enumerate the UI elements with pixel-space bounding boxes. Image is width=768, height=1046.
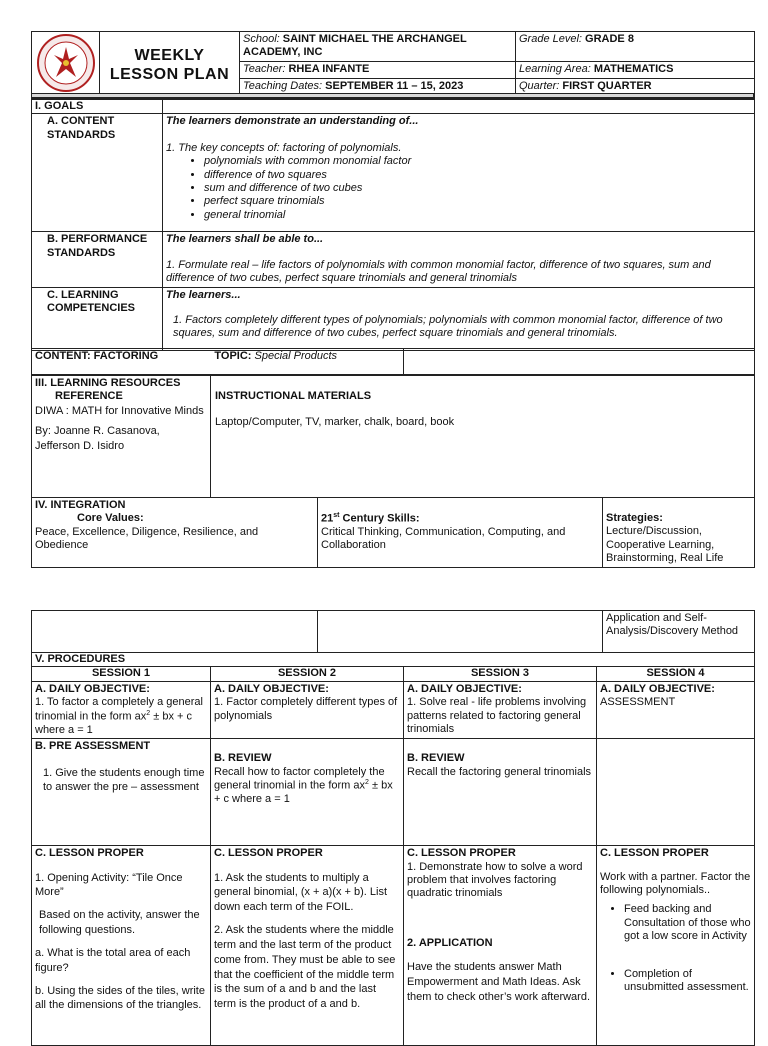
performance-standards-cell [163,232,755,287]
teacher-value: RHEA INFANTE [288,62,370,75]
reference-label: REFERENCE [55,390,123,403]
list-item: • sum and difference of two cubes [204,182,751,195]
core-values-label: Core Values: [77,512,144,525]
strategies-text: Lecture/Discussion, Cooperative Learning, Brainstorming, Real Life [606,525,724,565]
grade-cell [516,32,755,62]
grade-label: Grade Level: [519,33,586,45]
topic-label: TOPIC: [214,350,255,362]
dates-value: SEPTEMBER 11 – 15, 2023 [325,80,464,93]
materials-heading: INSTRUCTIONAL MATERIALS [215,390,372,402]
objective-label: A. DAILY OBJECTIVE: [407,682,522,695]
integration-table [31,497,755,568]
materials-text: Laptop/Computer, TV, marker, chalk, board, book [215,416,455,429]
lesson-plan-title [100,32,240,99]
performance-standards-lead: The learners shall be able to... [166,233,324,246]
core-values-text: Peace, Excellence, Diligence, Resilience, and Obedience [35,525,259,552]
materials-cell [211,376,755,498]
reference-title: DIWA : MATH for Innovative Minds [35,404,204,417]
lesson-proper-label: C. LESSON PROPER [600,847,709,860]
s4-lesson-list [600,903,751,994]
objective-label: A. DAILY OBJECTIVE: [600,682,715,695]
content-standards-cell [163,114,755,232]
performance-standards-label [32,232,163,287]
list-item: • perfect square trinomials [204,195,751,208]
topic-value: Special Products [254,350,338,362]
s3-objective-cell [404,681,597,738]
review-label: B. REVIEW [214,752,272,765]
century-skills-text: Critical Thinking, Communication, Computing, and Collaboration [321,526,566,552]
s1-objective-part-c: ± bx + c where a = 1 [35,710,192,736]
s1-pre-assessment-cell [32,739,211,846]
pre-assessment-label: B. PRE ASSESSMENT [35,740,151,753]
s4-lesson-cell [597,846,755,1046]
s1-objective-cell [32,681,211,738]
s3-lesson-cell [404,846,597,1046]
application-text: Have the students answer Math Empowerment and Math Ideas. Ask them to check other’s work afterward. [407,961,591,1003]
header-table [31,31,755,99]
resources-table [31,375,755,498]
reference-cell [32,376,211,498]
content-standards-intro: 1. The key concepts of: factoring of polynomials. [166,141,402,154]
s4-review-blank [597,739,755,846]
s2-review-part-c: ± bx + c where a = 1 [214,779,393,805]
objective-label: A. DAILY OBJECTIVE: [35,682,150,695]
school-label: School: [243,33,283,45]
content-standards-label [32,114,163,232]
s2-objective-cell [211,681,404,738]
s1-objective-part-a: 1. To factor a completely a general trinomial in the form ax [35,696,203,723]
list-item: • difference of two squares [204,169,751,182]
s2-review-part-a: Recall how to factor completely the general trinomial in the form ax [214,765,385,792]
review-label: B. REVIEW [407,752,465,765]
content-standards-lead: The learners demonstrate an understanding of... [166,115,419,128]
continued-blank-2 [318,611,603,653]
procedures-table [31,652,755,1046]
integration-continued-table [31,610,755,653]
teacher-cell [240,61,516,79]
area-label: Learning Area: [519,62,594,75]
s1-lesson-question-b: b. Using the sides of the tiles, write all the dimensions of the triangles. [35,984,205,1012]
session-header: SESSION 3 [404,667,597,681]
goals-heading-blank [163,100,755,114]
s3-review-text: Recall the factoring general trinomials [407,765,592,778]
s1-objective-text [35,696,207,737]
performance-standards-text: 1. Formulate real – life factors of polynomials with common monomial factor, difference of two squares, sum and difference of two cubes, perfect square trinomials and general trinomials [166,258,711,285]
goals-table [31,99,755,351]
content-standards-label-text: A. CONTENT STANDARDS [47,115,116,141]
core-values-cell [32,498,318,568]
reference-authors: By: Joanne R. Casanova, Jefferson D. Isidro [35,424,160,452]
content-topic-cell [32,349,404,375]
list-item: • Completion of unsubmitted assessment. [624,968,751,995]
pre-assessment-text: 1. Give the students enough time to answer the pre – assessment [43,766,205,794]
quarter-value: FIRST QUARTER [562,80,652,93]
session-header: SESSION 2 [211,667,404,681]
learning-competencies-cell [163,287,755,350]
objective-label: A. DAILY OBJECTIVE: [214,682,329,695]
skills-label-number: 21 [321,512,334,525]
lesson-proper-label: C. LESSON PROPER [407,847,516,860]
s1-lesson-cell [32,846,211,1046]
logo-cell [32,32,100,99]
s4-objective-text: ASSESSMENT [600,696,676,709]
grade-value: GRADE 8 [585,33,634,45]
continued-blank-1 [32,611,318,653]
learning-competencies-text: 1. Factors completely different types of polynomials; polynomials with common monomial factor, difference of two squares, sum and difference of two cubes, perfect square trinomials and general trinomials. [173,314,723,340]
s2-objective-text: 1. Factor completely different types of polynomials [214,696,398,722]
title-line-2: LESSON PLAN [109,66,230,84]
list-item: • general trinomial [204,209,751,222]
strategies-continued: Application and Self-Analysis/Discovery Method [603,611,755,653]
s2-review-cell [211,739,404,846]
learning-competencies-lead: The learners... [166,288,241,301]
century-skills-label [321,512,599,526]
s1-lesson-opening: 1. Opening Activity: “Tile Once More” [35,871,183,899]
dates-label: Teaching Dates: [243,80,326,93]
list-item: • Feed backing and Consultation of those who got a low score in Activity [624,903,751,943]
school-value: SAINT MICHAEL THE ARCHANGEL ACADEMY, INC [243,33,467,59]
lesson-proper-label: C. LESSON PROPER [214,847,323,860]
school-cell [240,32,516,62]
list-item: • polynomials with common monomial factor [204,155,751,168]
s4-lesson-intro: Work with a partner. Factor the following polynomials.. [600,870,751,896]
s2-lesson-cell [211,846,404,1046]
learning-area-cell [516,61,755,79]
learning-competencies-label-text: C. LEARNING COMPETENCIES [47,288,136,315]
learning-competencies-label [32,287,163,350]
skills-label-text: Century Skills: [339,512,420,525]
skills-label-suffix: st [333,512,340,519]
s1-lesson-question-a: a. What is the total area of each figure? [35,946,191,974]
s2-lesson-step-1: 1. Ask the students to multiply a general binomial, (x + a)(x + b). List down each term of the FOIL. [214,871,388,914]
content-label: CONTENT: FACTORING [35,350,159,362]
procedures-heading: V. PROCEDURES [32,653,755,667]
area-value: MATHEMATICS [593,62,674,75]
strategies-cell [603,498,755,568]
session-header: SESSION 4 [597,667,755,681]
lesson-proper-label: C. LESSON PROPER [35,847,144,860]
s2-review-text [214,766,400,807]
school-seal-icon [36,33,96,93]
s3-review-cell [404,739,597,846]
title-line-1: WEEKLY [134,47,205,65]
goals-heading: I. GOALS [32,100,163,114]
s4-objective-cell [597,681,755,738]
performance-standards-label-text: B. PERFORMANCE STANDARDS [47,233,148,259]
content-topic-blank [404,349,755,375]
application-label: 2. APPLICATION [407,936,493,949]
separator-bar [31,93,754,98]
s1-objective-exponent: 2 [146,709,151,717]
strategies-label: Strategies: [606,512,663,524]
teacher-label: Teacher: [243,62,289,75]
century-skills-cell [318,498,603,568]
s1-lesson-instruction: Based on the activity, answer the following questions. [39,909,200,937]
resources-heading: III. LEARNING RESOURCES [35,377,181,389]
content-standards-list [166,155,751,222]
session-header: SESSION 1 [32,667,211,681]
integration-heading: IV. INTEGRATION [35,499,126,511]
content-topic-table [31,348,755,375]
s2-review-exponent: 2 [365,778,369,786]
s2-lesson-step-2: 2. Ask the students where the middle term and the last term of the product come from. They must be able to see that the coefficient of the middle term is the sum of a and b and the last term is the product of a and b. [214,924,396,1011]
quarter-label: Quarter: [519,80,563,93]
s3-lesson-step-1: 1. Demonstrate how to solve a word problem that involves factoring quadratic trinomials [407,860,583,900]
s3-objective-text: 1. Solve real - life problems involving patterns related to factoring general trinomials [407,696,587,736]
